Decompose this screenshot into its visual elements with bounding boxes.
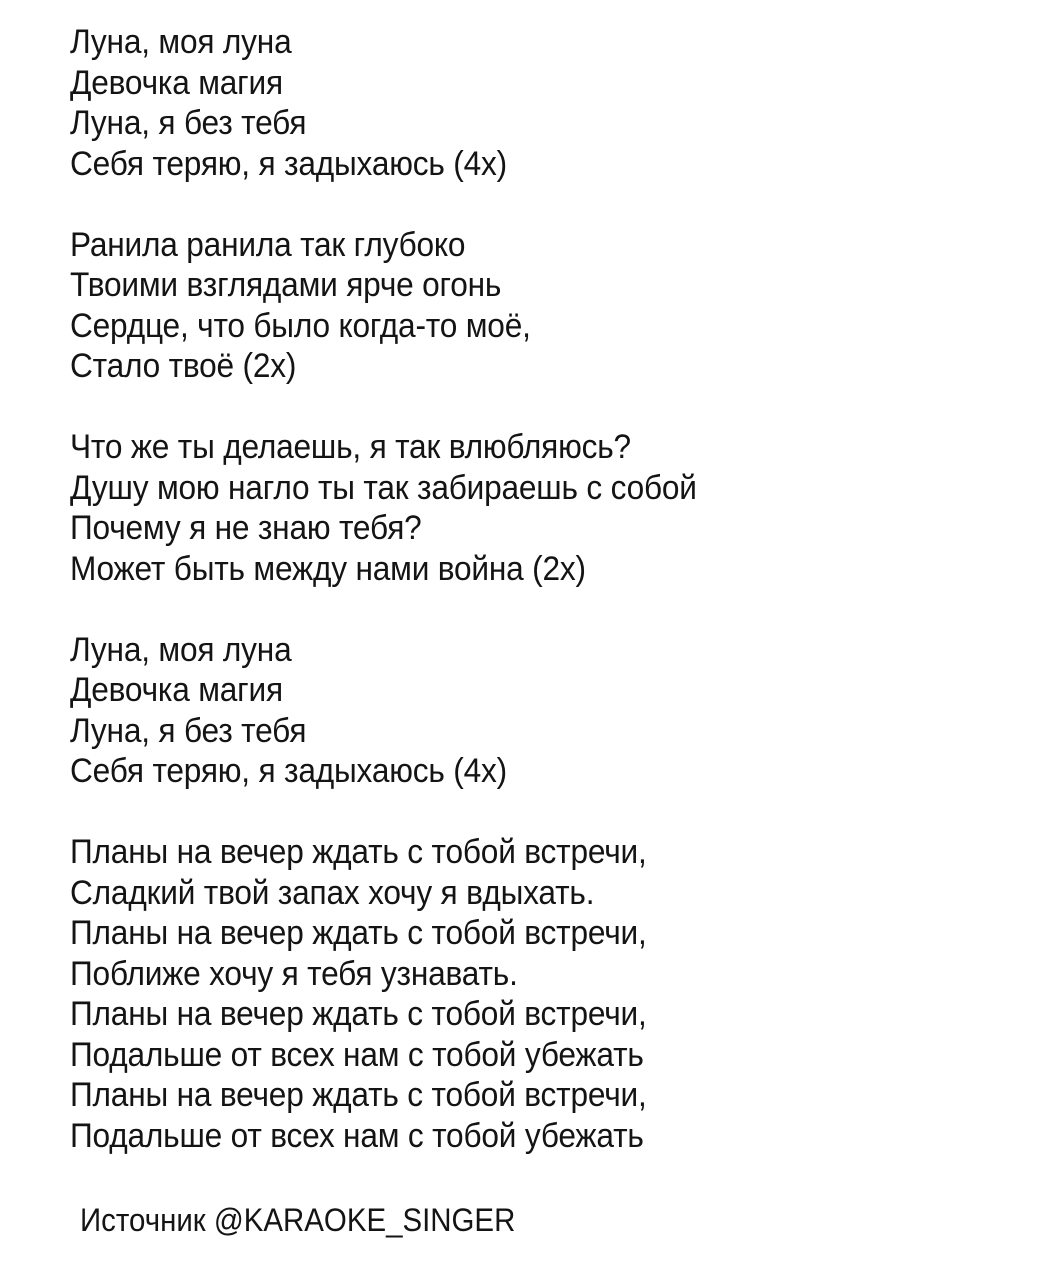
stanza-3 <box>70 427 1010 589</box>
lyric-line: Планы на вечер ждать с тобой встречи, <box>70 833 647 871</box>
lyric-line: Себя теряю, я задыхаюсь (4х) <box>70 144 507 183</box>
lyric-line: Себя теряю, я задыхаюсь (4х) <box>70 752 507 790</box>
lyric-line: Может быть между нами война (2х) <box>70 549 586 588</box>
lyric-line: Планы на вечер ждать с тобой встречи, <box>70 914 647 952</box>
stanza-5 <box>70 832 1010 1156</box>
stanza-4 <box>70 630 1010 792</box>
lyric-line: Девочка магия <box>70 63 283 102</box>
lyric-line: Что же ты делаешь, я так влюбляюсь? <box>70 428 631 466</box>
lyric-line: Планы на вечер ждать с тобой встречи, <box>70 995 647 1033</box>
lyric-line: Стало твоё (2х) <box>70 347 297 385</box>
lyrics-text <box>70 22 1010 1197</box>
lyric-line: Твоими взглядами ярче огонь <box>70 266 502 304</box>
lyric-line: Сердце, что было когда-то моё, <box>70 306 531 345</box>
lyric-line: Поближе хочу я тебя узнавать. <box>70 954 518 993</box>
lyric-line: Сладкий твой запах хочу я вдыхать. <box>70 873 595 912</box>
stanza-1 <box>70 22 1010 184</box>
lyric-line: Луна, моя луна <box>70 630 292 669</box>
source-credit: Источник @KARAOKE_SINGER <box>80 1202 516 1238</box>
lyric-line: Планы на вечер ждать с тобой встречи, <box>70 1076 647 1114</box>
lyric-line: Подальше от всех нам с тобой убежать <box>70 1035 644 1074</box>
lyric-line: Душу мою нагло ты так забираешь с собой <box>70 468 697 507</box>
lyric-line: Луна, моя луна <box>70 23 292 61</box>
lyric-line: Почему я не знаю тебя? <box>70 509 422 547</box>
stanza-2 <box>70 225 1010 387</box>
lyric-line: Девочка магия <box>70 671 283 709</box>
lyric-line: Луна, я без тебя <box>70 104 307 142</box>
lyric-line: Луна, я без тебя <box>70 711 307 750</box>
lyric-line: Ранила ранила так глубоко <box>70 225 466 264</box>
lyric-line: Подальше от всех нам с тобой убежать <box>70 1116 644 1155</box>
